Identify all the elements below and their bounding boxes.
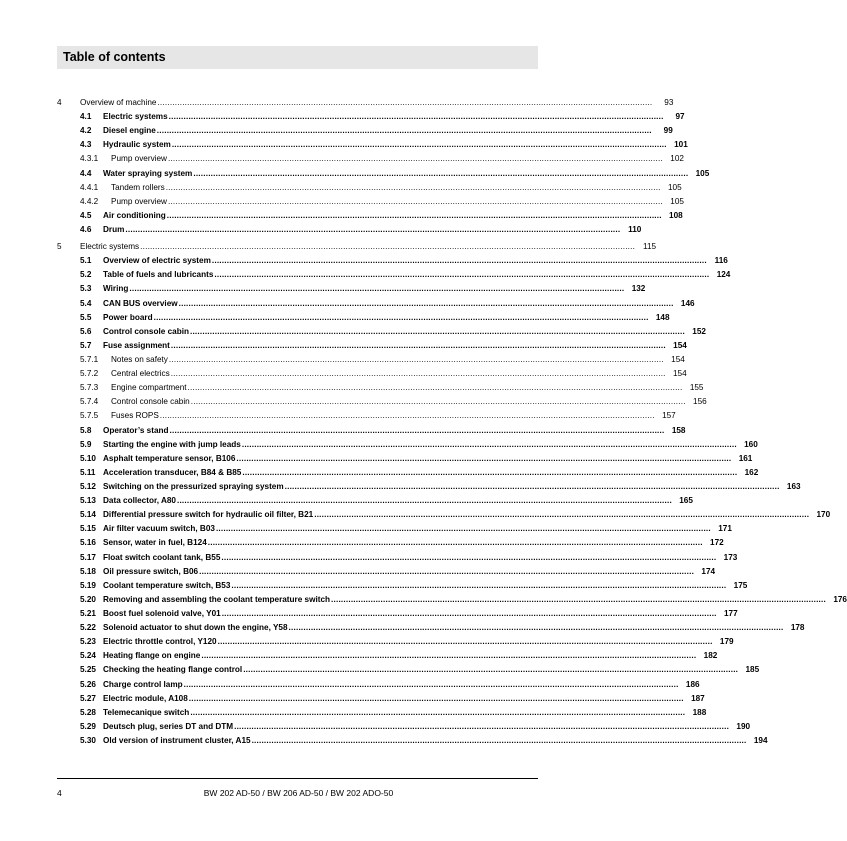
toc-entry-number: 5.6 [80, 326, 92, 336]
toc-leader-dots: ........................................................................................................................................................................................................ [168, 112, 664, 122]
toc-entry-page: 105 [695, 168, 710, 178]
toc-entry-page: 171 [718, 524, 732, 534]
toc-entry-number: 5.17 [80, 552, 96, 562]
toc-leader-dots: ........................................................................................................................................................................................................ [166, 210, 662, 220]
toc-entry-body [103, 706, 707, 719]
toc-entry-body [103, 138, 688, 151]
toc-entry-label: Pump overview [111, 154, 167, 164]
toc-entry-page: 173 [723, 552, 738, 562]
toc-entry-body [111, 152, 684, 165]
toc-entry-number: 4.4.1 [80, 182, 99, 192]
toc-entry-number: 5.2 [80, 270, 92, 280]
toc-entry[interactable] [0, 367, 687, 380]
toc-entry[interactable] [0, 268, 731, 281]
toc-leader-dots: ........................................................................................................................................................................................................ [217, 637, 713, 647]
toc-entry-body [103, 663, 760, 676]
toc-entry-number: 5.5 [80, 312, 92, 322]
toc-leader-dots: ........................................................................................................................................................................................................ [193, 168, 689, 178]
toc-entry-page: 154 [672, 369, 687, 379]
toc-entry-page: 186 [685, 679, 700, 689]
toc-entry-label: Overview of electric system [103, 256, 211, 266]
toc-entry-body [111, 409, 676, 422]
toc-entry-body [103, 124, 673, 137]
toc-entry-number: 4.4.2 [80, 196, 99, 206]
toc-entry-page: 190 [736, 721, 751, 731]
toc-leader-dots: ........................................................................................................................................................................................................ [125, 225, 621, 234]
toc-entry[interactable] [0, 607, 738, 620]
toc-entry-number: 4.1 [80, 112, 92, 122]
toc-leader-dots: ........................................................................................................................................................................................................ [167, 196, 663, 206]
toc-entry-body [103, 167, 710, 180]
toc-entry-number: 5.7.4 [80, 397, 99, 407]
toc-entry-body [103, 452, 753, 465]
toc-entry-body [103, 254, 728, 267]
toc-leader-dots: ........................................................................................................................................................................................................ [183, 679, 679, 689]
toc-entry-label: Engine compartment [111, 383, 187, 393]
toc-entry[interactable] [0, 438, 758, 451]
toc-entry-number: 5.22 [80, 623, 96, 633]
toc-entry-body [103, 494, 693, 507]
toc-entry-label: Coolant temperature switch, B53 [103, 580, 231, 590]
toc-entry[interactable] [0, 480, 801, 493]
toc-entry-number: 5.15 [80, 524, 96, 534]
toc-entry[interactable] [0, 409, 676, 422]
toc-leader-dots: ........................................................................................................................................................................................................ [140, 242, 636, 252]
toc-entry-label: Table of fuels and lubricants [103, 270, 214, 280]
toc-entry[interactable] [0, 124, 673, 137]
toc-entry-number: 5.14 [80, 510, 96, 520]
toc-entry[interactable] [0, 663, 760, 676]
toc-entry-number: 5.19 [80, 580, 96, 590]
toc-entry-label: Sensor, water in fuel, B124 [103, 538, 207, 548]
toc-entry-label: Heating flange on engine [103, 651, 201, 661]
toc-entry-label: Telemecanique switch [103, 707, 190, 717]
toc-entry-label: Asphalt temperature sensor, B106 [103, 453, 236, 463]
toc-entry-label: CAN BUS overview [103, 298, 178, 308]
toc-entry-number: 4.3.1 [80, 154, 99, 164]
toc-entry-label: Charge control lamp [103, 679, 183, 689]
toc-entry[interactable] [0, 96, 674, 109]
toc-entry-page: 172 [710, 538, 724, 548]
toc-entry-page: 165 [679, 496, 693, 506]
toc-entry-number: 5.27 [80, 693, 96, 703]
toc-entry[interactable] [0, 678, 700, 691]
toc-entry-page: 182 [703, 651, 718, 661]
toc-entry[interactable] [0, 297, 695, 310]
toc-entry-label: Control console cabin [103, 326, 189, 336]
toc-entry-body [103, 522, 732, 535]
toc-entry[interactable] [0, 508, 831, 521]
toc-entry-body [103, 297, 695, 310]
toc-entry[interactable] [0, 209, 683, 222]
toc-leader-dots: ........................................................................................................................................................................................................ [189, 326, 685, 336]
toc-entry-label: Solenoid actuator to shut down the engine, Y58 [103, 623, 288, 633]
toc-entry[interactable] [0, 339, 687, 352]
toc-leader-dots: ........................................................................................................................................................................................................ [178, 298, 674, 308]
toc-entry[interactable] [0, 551, 738, 564]
toc-entry-label: Electric systems [80, 242, 140, 252]
toc-entry[interactable] [0, 110, 685, 123]
toc-leader-dots: ........................................................................................................................................................................................................ [153, 312, 649, 322]
toc-entry-page: 177 [723, 609, 738, 618]
toc-entry[interactable] [0, 353, 685, 366]
toc-entry-page: 174 [701, 566, 716, 576]
toc-entry-number: 5.11 [80, 467, 96, 477]
toc-entry-number: 5.7 [80, 340, 92, 350]
toc-entry-label: Removing and assembling the coolant temperature switch [103, 594, 331, 604]
toc-entry-page: 161 [738, 453, 753, 463]
toc-entry-number: 5.7.3 [80, 383, 99, 393]
toc-entry-number: 5.24 [80, 651, 96, 661]
toc-entry-page: 160 [744, 439, 758, 449]
toc-entry-body [103, 649, 718, 662]
toc-entry-number: 5.3 [80, 284, 92, 294]
toc-entry-page: 187 [691, 693, 705, 703]
toc-entry-body [103, 339, 687, 352]
toc-entry[interactable] [0, 734, 768, 747]
toc-entry-body [111, 395, 707, 408]
toc-entry-label: Starting the engine with jump leads [103, 439, 241, 449]
toc-entry-label: Power board [103, 312, 153, 322]
toc-entry[interactable] [0, 466, 759, 479]
toc-entry-label: Air filter vacuum switch, B03 [103, 524, 215, 534]
toc-entry-body [103, 268, 731, 281]
toc-entry[interactable] [0, 452, 753, 465]
toc-entry[interactable] [0, 282, 646, 295]
toc-entry-label: Boost fuel solenoid valve, Y01 [103, 609, 221, 618]
toc-leader-dots: ........................................................................................................................................................................................................ [241, 439, 737, 449]
toc-leader-dots: ........................................................................................................................................................................................................ [201, 651, 697, 661]
toc-entry-label: Acceleration transducer, B84 & B85 [103, 467, 242, 477]
toc-entry-page: 93 [664, 98, 674, 107]
toc-leader-dots: ........................................................................................................................................................................................................ [176, 496, 672, 506]
toc-leader-dots: ........................................................................................................................................................................................................ [243, 665, 739, 675]
toc-leader-dots: ........................................................................................................................................................................................................ [231, 580, 727, 590]
toc-entry-page: 116 [714, 256, 728, 266]
toc-entry-body [103, 223, 642, 236]
toc-entry-page: 194 [753, 736, 768, 745]
toc-entry-page: 179 [719, 637, 734, 647]
toc-entry-number: 5.8 [80, 425, 92, 435]
toc-entry-body [111, 195, 684, 208]
footer-divider [57, 778, 538, 779]
toc-entry[interactable] [0, 195, 684, 208]
toc-entry[interactable] [0, 692, 705, 705]
toc-entry-body [103, 635, 734, 648]
toc-entry-page: 108 [669, 210, 683, 220]
toc-entry-label: Differential pressure switch for hydraulic oil filter, B21 [103, 510, 314, 520]
toc-entry-label: Air conditioning [103, 210, 166, 220]
toc-entry-number: 5.7.2 [80, 369, 99, 379]
toc-entry[interactable] [0, 424, 686, 437]
toc-entry-page: 124 [716, 270, 731, 280]
toc-entry-label: Fuse assignment [103, 340, 170, 350]
toc-entry-number: 5.20 [80, 594, 96, 604]
toc-entry[interactable] [0, 167, 710, 180]
toc-entry-page: 154 [671, 355, 685, 364]
toc-entry[interactable] [0, 223, 642, 236]
toc-entry-number: 5.13 [80, 496, 96, 506]
toc-leader-dots: ........................................................................................................................................................................................................ [169, 425, 665, 435]
toc-entry-page: 178 [790, 623, 805, 633]
toc-entry-page: 154 [673, 340, 687, 350]
toc-leader-dots: ........................................................................................................................................................................................................ [221, 552, 717, 562]
toc-entry[interactable] [0, 536, 724, 549]
toc-leader-dots: ........................................................................................................................................................................................................ [221, 609, 717, 618]
toc-entry-number: 5.12 [80, 482, 96, 491]
toc-leader-dots: ........................................................................................................................................................................................................ [157, 98, 653, 107]
toc-entry[interactable] [0, 181, 682, 194]
toc-leader-dots: ........................................................................................................................................................................................................ [288, 623, 784, 633]
toc-leader-dots: ........................................................................................................................................................................................................ [190, 707, 686, 717]
toc-entry-number: 5.25 [80, 665, 96, 675]
toc-entry-body [103, 551, 738, 564]
toc-entry[interactable] [0, 522, 732, 535]
toc-entry[interactable] [0, 720, 751, 733]
toc-entry[interactable] [0, 395, 707, 408]
toc-leader-dots: ........................................................................................................................................................................................................ [314, 510, 810, 520]
toc-entry[interactable] [0, 152, 684, 165]
toc-leader-dots: ........................................................................................................................................................................................................ [170, 369, 666, 379]
toc-entry-page: 162 [744, 467, 759, 477]
toc-entry-body [103, 466, 759, 479]
toc-entry-page: 97 [675, 112, 685, 122]
toc-entry-body [103, 311, 670, 324]
toc-entry-page: 148 [655, 312, 670, 322]
toc-leader-dots: ........................................................................................................................................................................................................ [207, 538, 703, 548]
toc-entry-number: 5.4 [80, 298, 92, 308]
toc-entry[interactable] [0, 325, 706, 338]
toc-entry-body [80, 96, 674, 109]
toc-entry-number: 5.26 [80, 679, 96, 689]
toc-entry-page: 99 [663, 126, 673, 136]
toc-entry[interactable] [0, 649, 718, 662]
toc-leader-dots: ........................................................................................................................................................................................................ [251, 736, 747, 745]
toc-entry[interactable] [0, 706, 707, 719]
toc-entry-body [103, 480, 801, 493]
toc-entry-number: 5.9 [80, 439, 92, 449]
toc-entry-number: 5.28 [80, 707, 96, 717]
toc-entry-label: Electric throttle control, Y120 [103, 637, 217, 647]
toc-entry-label: Electric module, A108 [103, 693, 188, 703]
toc-entry[interactable] [0, 311, 670, 324]
toc-entry-number: 5.21 [80, 609, 96, 618]
toc-entry-label: Hydraulic system [103, 140, 171, 150]
toc-entry-page: 110 [628, 225, 642, 234]
toc-leader-dots: ........................................................................................................................................................................................................ [159, 411, 655, 421]
toc-entry-page: 102 [670, 154, 684, 164]
toc-entry-number: 5.1 [80, 256, 92, 266]
toc-entry-label: Wiring [103, 284, 129, 294]
toc-entry-label: Drum [103, 225, 125, 234]
toc-entry-body [80, 240, 657, 253]
toc-entry-label: Operator’s stand [103, 425, 169, 435]
toc-entry-page: 115 [643, 242, 657, 252]
toc-entry-body [103, 536, 724, 549]
toc-entry-label: Data collector, A80 [103, 496, 176, 506]
toc-entry-body [103, 579, 748, 592]
toc-leader-dots: ........................................................................................................................................................................................................ [168, 355, 664, 364]
toc-entry[interactable] [0, 381, 704, 394]
toc-entry-page: 156 [693, 397, 707, 407]
toc-entry-number: 4.4 [80, 168, 92, 178]
toc-entry-label: Overview of machine [80, 98, 157, 107]
toc-entry-label: Pump overview [111, 196, 167, 206]
toc-leader-dots: ........................................................................................................................................................................................................ [171, 140, 667, 150]
toc-leader-dots: ........................................................................................................................................................................................................ [199, 566, 695, 576]
toc-leader-dots: ........................................................................................................................................................................................................ [190, 397, 686, 407]
toc-entry[interactable] [0, 240, 657, 253]
toc-leader-dots: ........................................................................................................................................................................................................ [236, 453, 732, 463]
toc-entry-number: 4.6 [80, 225, 92, 234]
toc-leader-dots: ........................................................................................................................................................................................................ [188, 693, 684, 703]
toc-entry-page: 132 [631, 284, 646, 294]
toc-entry-page: 170 [816, 510, 831, 520]
toc-entry-label: Control console cabin [111, 397, 190, 407]
footer-page-number: 4 [57, 788, 62, 798]
toc-entry-number: 5.16 [80, 538, 96, 548]
toc-entry-label: Oil pressure switch, B06 [103, 566, 199, 576]
toc-leader-dots: ........................................................................................................................................................................................................ [214, 270, 710, 280]
toc-entry-number: 4.5 [80, 210, 92, 220]
toc-entry-label: Water spraying system [103, 168, 193, 178]
toc-leader-dots: ........................................................................................................................................................................................................ [187, 383, 683, 393]
toc-entry-body [103, 565, 716, 578]
toc-entry-body [103, 607, 738, 620]
toc-entry-number: 5.7.5 [80, 411, 99, 421]
toc-leader-dots: ........................................................................................................................................................................................................ [331, 594, 826, 604]
toc-entry-number: 5.10 [80, 453, 96, 463]
toc-entry-number: 5.7.1 [80, 355, 99, 364]
toc-entry-number: 5.23 [80, 637, 96, 647]
toc-entry-body [111, 353, 685, 366]
toc-leader-dots: ........................................................................................................................................................................................................ [242, 467, 738, 477]
toc-entry-body [103, 692, 705, 705]
toc-entry-label: Notes on safety [111, 355, 168, 364]
toc-entry-body [103, 720, 751, 733]
toc-entry-body [103, 110, 685, 123]
toc-entry-label: Deutsch plug, series DT and DTM [103, 721, 234, 731]
toc-entry-number: 4 [57, 98, 62, 107]
toc-leader-dots: ........................................................................................................................................................................................................ [215, 524, 711, 534]
toc-entry[interactable] [0, 494, 693, 507]
toc-entry-page: 176 [833, 594, 847, 604]
toc-entry-page: 101 [674, 140, 688, 150]
toc-entry-page: 185 [745, 665, 760, 675]
toc-entry-body [111, 381, 704, 394]
toc-entry[interactable] [0, 565, 716, 578]
toc-entry-label: Fuses ROPS [111, 411, 159, 421]
toc-entry-label: Float switch coolant tank, B55 [103, 552, 221, 562]
toc-leader-dots: ........................................................................................................................................................................................................ [284, 482, 780, 491]
toc-entry-page: 163 [786, 482, 801, 491]
toc-entry-number: 5.30 [80, 736, 96, 745]
toc-entry-page: 158 [671, 425, 686, 435]
footer-document-title: BW 202 AD-50 / BW 206 AD-50 / BW 202 ADO-50 [203, 788, 394, 798]
toc-entry-page: 175 [733, 580, 748, 590]
toc-entry-body [103, 593, 847, 606]
toc-entry-label: Diesel engine [103, 126, 156, 136]
toc-entry[interactable] [0, 621, 805, 634]
toc-entry-number: 4.2 [80, 126, 92, 136]
toc-entry-label: Checking the heating flange control [103, 665, 243, 675]
toc-entry-number: 5.29 [80, 721, 96, 731]
toc-entry-body [111, 181, 682, 194]
toc-entry[interactable] [0, 138, 688, 151]
toc-entry-page: 157 [662, 411, 676, 421]
toc-entry-body [103, 678, 700, 691]
toc-leader-dots: ........................................................................................................................................................................................................ [170, 340, 666, 350]
toc-entry-number: 4.3 [80, 140, 92, 150]
toc-entry-body [103, 438, 758, 451]
toc-entry[interactable] [0, 254, 728, 267]
toc-entry-page: 146 [680, 298, 695, 308]
toc-entry-body [103, 621, 805, 634]
toc-entry-body [103, 325, 706, 338]
toc-entry-number: 5 [57, 242, 62, 252]
toc-entry-page: 105 [667, 182, 682, 192]
toc-entry-body [103, 282, 646, 295]
toc-entry-body [103, 508, 831, 521]
toc-leader-dots: ........................................................................................................................................................................................................ [234, 721, 730, 731]
toc-entry-number: 5.18 [80, 566, 96, 576]
toc-entry-page: 152 [692, 326, 706, 336]
toc-entry-page: 188 [692, 707, 707, 717]
toc-entry[interactable] [0, 593, 847, 606]
toc-entry-label: Old version of instrument cluster, A15 [103, 736, 251, 745]
toc-entry-page: 105 [670, 196, 684, 206]
toc-leader-dots: ........................................................................................................................................................................................................ [129, 284, 625, 294]
toc-entry-label: Central electrics [111, 369, 170, 379]
toc-entry-body [103, 424, 686, 437]
toc-entry-label: Switching on the pressurized spraying system [103, 482, 284, 491]
toc-leader-dots: ........................................................................................................................................................................................................ [211, 256, 707, 266]
toc-entry-body [103, 209, 683, 222]
toc-entry-label: Electric systems [103, 112, 168, 122]
toc-entry-body [103, 734, 768, 747]
toc-entry[interactable] [0, 579, 748, 592]
toc-entry[interactable] [0, 635, 734, 648]
toc-leader-dots: ........................................................................................................................................................................................................ [165, 182, 661, 192]
toc-entry-body [111, 367, 687, 380]
toc-title: Table of contents [57, 46, 538, 69]
toc-leader-dots: ........................................................................................................................................................................................................ [167, 154, 663, 164]
toc-leader-dots: ........................................................................................................................................................................................................ [156, 126, 652, 136]
toc-entry-label: Tandem rollers [111, 182, 165, 192]
toc-entry-page: 155 [689, 383, 704, 393]
